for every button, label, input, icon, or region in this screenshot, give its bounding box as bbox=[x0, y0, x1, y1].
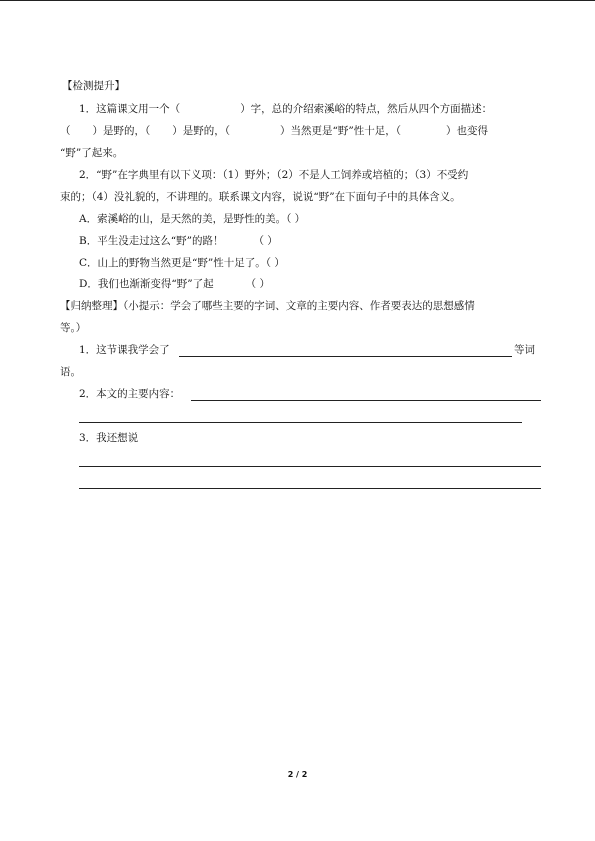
summary-1-suffix: 等词 bbox=[514, 344, 535, 356]
summary-1-answer-line[interactable] bbox=[179, 356, 512, 357]
page-top-rule bbox=[0, 0, 595, 1]
question-2-option-b bbox=[79, 234, 278, 248]
q1-text-c: （ bbox=[60, 125, 71, 137]
option-b-text: B．平生没走过这么“野”的路！ bbox=[79, 235, 224, 247]
summary-1-line-2: 语。 bbox=[60, 366, 81, 378]
question-1-line-2 bbox=[60, 124, 488, 138]
summary-3-answer-line-2[interactable] bbox=[79, 488, 541, 489]
question-2-option-c: C．山上的野物当然更是“野”性十足了。（ ） bbox=[79, 257, 285, 269]
q1-text-d: ）是野的，（ bbox=[92, 125, 151, 137]
question-2-option-a: A．索溪峪的山，是天然的美，是野性的美。（ ） bbox=[79, 213, 306, 225]
q1-text-g: ）也变得 bbox=[446, 125, 488, 137]
q1-text-a: 1．这篇课文用一个（ bbox=[79, 103, 181, 115]
option-d-text: D．我们也渐渐变得“野”了起 bbox=[79, 278, 214, 290]
q1-text-f: ）当然更是“野”性十足，（ bbox=[280, 125, 401, 137]
summary-2-answer-line-1[interactable] bbox=[191, 400, 541, 401]
option-b-answer-paren[interactable]: （ ） bbox=[253, 235, 278, 247]
question-2-line-1: 2．“野”在字典里有以下义项：（1）野外；（2）不是人工饲养或培植的；（3）不受约 bbox=[79, 169, 469, 181]
q1-text-e: ）是野的，（ bbox=[172, 125, 230, 137]
section-title-check: 【检测提升】 bbox=[62, 80, 125, 92]
summary-1-label: 1．这节课我学会了 bbox=[79, 344, 170, 356]
question-2-line-2: 束的；（4）没礼貌的，不讲理的。联系课文内容，说说“野”在下面句子中的具体含义。 bbox=[60, 191, 461, 203]
summary-3-answer-line-1[interactable] bbox=[79, 466, 541, 467]
section-title-summary: 【归纳整理】 bbox=[60, 300, 123, 312]
summary-hint-line-2: 等。） bbox=[60, 322, 87, 334]
summary-hint: （小提示：学会了哪些主要的字词、文章的主要内容、作者要表达的思想感情 bbox=[123, 300, 475, 312]
question-2-option-d bbox=[79, 277, 270, 291]
question-1-line-1 bbox=[79, 102, 492, 116]
summary-2-answer-line-2[interactable] bbox=[79, 422, 522, 423]
summary-heading bbox=[60, 299, 475, 313]
option-d-answer-paren[interactable]: （ ） bbox=[245, 278, 270, 290]
q1-text-b: ）字，总的介绍索溪峪的特点，然后从四个方面描述： bbox=[240, 103, 493, 115]
summary-2-label: 2．本文的主要内容： bbox=[79, 388, 181, 400]
page-number: 2 / 2 bbox=[287, 770, 308, 779]
question-1-line-3: “野”了起来。 bbox=[60, 147, 124, 159]
summary-3-label: 3．我还想说 bbox=[79, 432, 139, 444]
